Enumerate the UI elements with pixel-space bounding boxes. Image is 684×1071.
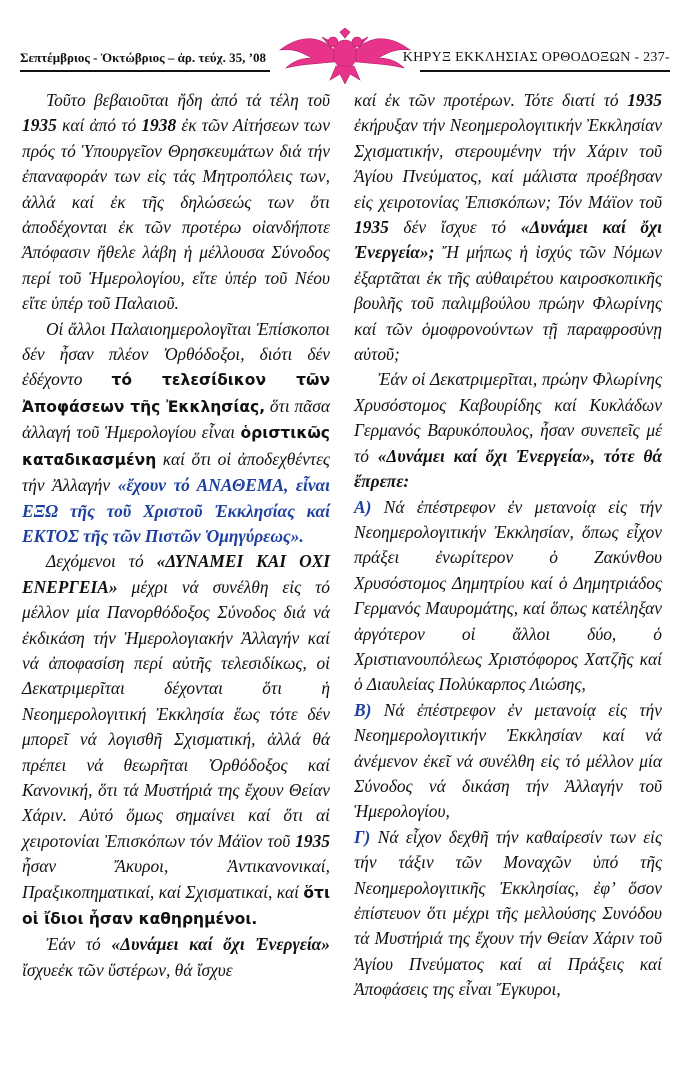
header-rule-right [420, 70, 670, 72]
list-item: Α) Νά ἐπέστρεφον ἐν μετανοίᾳ εἰς τήν Νεοημερολογιτικήν Ἐκκλησίαν, ὅπως εἶχον πράξει ἐνωρίτερον ὁ Ζακύνθου Χρυσόστομος Δημητρίου καί ὁ Δημητριάδος Γερμανός Μαυρομάτης, καί ὅπως κατέληξαν ἀργότερον οἱ ἄλλοι δύο, ὁ Χριστιανουπόλεως Χριστόφορος Χατζῆς καί ὁ Διαυλείας Πολύκαρπος Λιώσης, [354, 496, 662, 695]
double-headed-eagle-icon [278, 28, 412, 84]
list-marker: Γ) [354, 826, 371, 847]
header-rule-left [20, 70, 270, 72]
paragraph: καί ἐκ τῶν προτέρων. Τότε διατί τό 1935 ἐκήρυξαν τήν Νεοημερολογιτικήν Ἐκκλησίαν Σχισματικήν, στερουμένην τήν Χάριν τοῦ Ἁγίου Πνεύματος, καί μάλιστα προέβησαν εἰς χειροτονίας Ἐπισκόπων; Τόν Μάϊον τοῦ 1935 δέν ἴσχυε τό «Δυνάμει καί ὄχι Ἐνεργεία»; Ἤ μήπως ἡ ἰσχύς τῶν Νόμων ἐξαρτᾶται ἐκ τῆς αὐθαιρέτου καιροσκοπικῆς βουλῆς τοῦ παλιμβούλου πρώην Φλωρίνης καί τῶν ὁμοφρονούντων τῇ παραφροσύνῃ αὐτοῦ; [354, 90, 663, 365]
list-marker: Β) [354, 699, 372, 720]
publication-title: ΚΗΡΥΞ ΕΚΚΛΗΣΙΑΣ ΟΡΘΟΔΟΞΩΝ - 237- [402, 50, 670, 65]
page-header [20, 40, 670, 80]
list-item: Γ) Νά εἶχον δεχθῆ τήν καθαίρεσίν των εἰς τήν τάξιν τῶν Μοναχῶν ὑπό τῆς Νεοημερολογιτικῆς Ἐκκλησίας, ἐφ’ ὅσον ἐπίστευον ὅτι μέχρι τῆς μελλούσης Συνόδου τά Μυστήριά της ἔχουν τήν Θείαν Χάριν τοῦ Ἁγίου Πνεύματος καί αἱ Πράξεις καί Ἀποφάσεις της εἶναι Ἔγκυροι, [354, 826, 662, 1000]
paragraph: Ἐάν τό «Δυνάμει καί ὄχι Ἐνεργεία» ἴσχυεἐκ τῶν ὕστέρων, θά ἴσχυε [22, 934, 330, 980]
right-column [354, 88, 662, 1003]
issue-info: Σεπτέμβριος - Ὀκτώβριος – ἀρ. τεύχ. 35, ’08 [20, 50, 266, 65]
list-marker: Α) [354, 496, 372, 517]
list-item: Β) Νά ἐπέστρεφον ἐν μετανοίᾳ εἰς τήν Νεοημερολογιτικήν Ἐκκλησίαν καί νά ἀνέμενον ἐκεῖ νά συνέλθη εἰς τό μέλλον μία Σύνοδος νά δικάση τήν Ἀλλαγήν τοῦ Ἡμερολογίου, [354, 699, 662, 822]
left-column [22, 88, 330, 983]
paragraph: Ἐάν οἱ Δεκατριμερῖται, πρώην Φλωρίνης Χρυσόστομος Καβουρίδης καί Κυκλάδων Γερμανός Βαρυκόπουλος, ἦσαν συνεπεῖς μέ τό «Δυνάμει καί ὄχι Ἐνεργεία», τότε θά ἔπρεπε: [354, 369, 662, 492]
paragraph: Δεχόμενοι τό «ΔΥΝΑΜΕΙ ΚΑΙ ΟΧΙ ΕΝΕΡΓΕΙΑ» μέχρι νά συνέλθη εἰς τό μέλλον μία Πανορθόδοξος Σύνοδος διά νά ἐκδικάση τήν Ἡμερολογιακήν Ἀλλαγήν καί νά ἀποφασίση περί αὐτῆς τελεσιδίκως, οἱ Δεκατριμερῖται δέχονται ὅτι ἡ Νεοημερολογιτική Ἐκκλησία ἕως τότε δέν μπορεῖ νά λογισθῆ Σχισματική, ἀλλά θά πρέπει νά θεωρῆται Ὀρθόδοξος καί Κανονική, ὅτι τά Μυστήριά της ἔχουν Θείαν Χάριν. Αὐτό ὅμως σημαίνει καί ὅτι αἱ χειροτονίαι Ἐπισκόπων τόν Μάϊον τοῦ 1935 ἦσαν Ἄκυροι, Ἀντικανονικαί, Πραξικοπηματικαί, καί Σχισματικαί, καί ὅτι οἱ ἴδιοι ἦσαν καθηρημένοι. [22, 551, 331, 928]
paragraph: Οἱ ἄλλοι Παλαιοημερολογῖται Ἐπίσκοποι δέν ἦσαν πλέον Ὀρθόδοξοι, διότι δέν ἐδέχοντο τό τελεσίδικον τῶν Ἀποφάσεων τῆς Ἐκκλησίας, ὅτι πᾶσα ἀλλαγή τοῦ Ἡμερολογίου εἶναι ὁριστικῶς καταδικασμένη καί ὅτι οἱ ἀποδεχθέντες τήν Ἀλλαγήν «ἔχουν τό ΑΝΑΘΕΜΑ, εἶναι ΕΞΩ τῆς τοῦ Χριστοῦ Ἐκκλησίας καί ΕΚΤΟΣ τῆς τῶν Πιστῶν Ὁμηγύρεως». [22, 318, 330, 546]
paragraph: Τοῦτο βεβαιοῦται ἤδη ἀπό τά τέλη τοῦ 1935 καί ἀπό τό 1938 ἐκ τῶν Αἰτήσεων των πρός τό Ὑπουργεῖον Θρησκευμάτων διά τήν ἐπαναφοράν των εἰς τάς Μητροπόλεις των, ἀλλά καί ἐκ τῆς δηλώσεώς των ὅτι ἀποδέχονται ἐκ τῶν προτέρω οἱανδήποτε Ἀπόφασιν ἤθελε λάβη ἡ μέλλουσα Σύνοδος περί τοῦ Ἡμερολογίου, εἴτε ὑπέρ τοῦ Νέου εἴτε ὑπέρ τοῦ Παλαιοῦ. [22, 90, 331, 314]
